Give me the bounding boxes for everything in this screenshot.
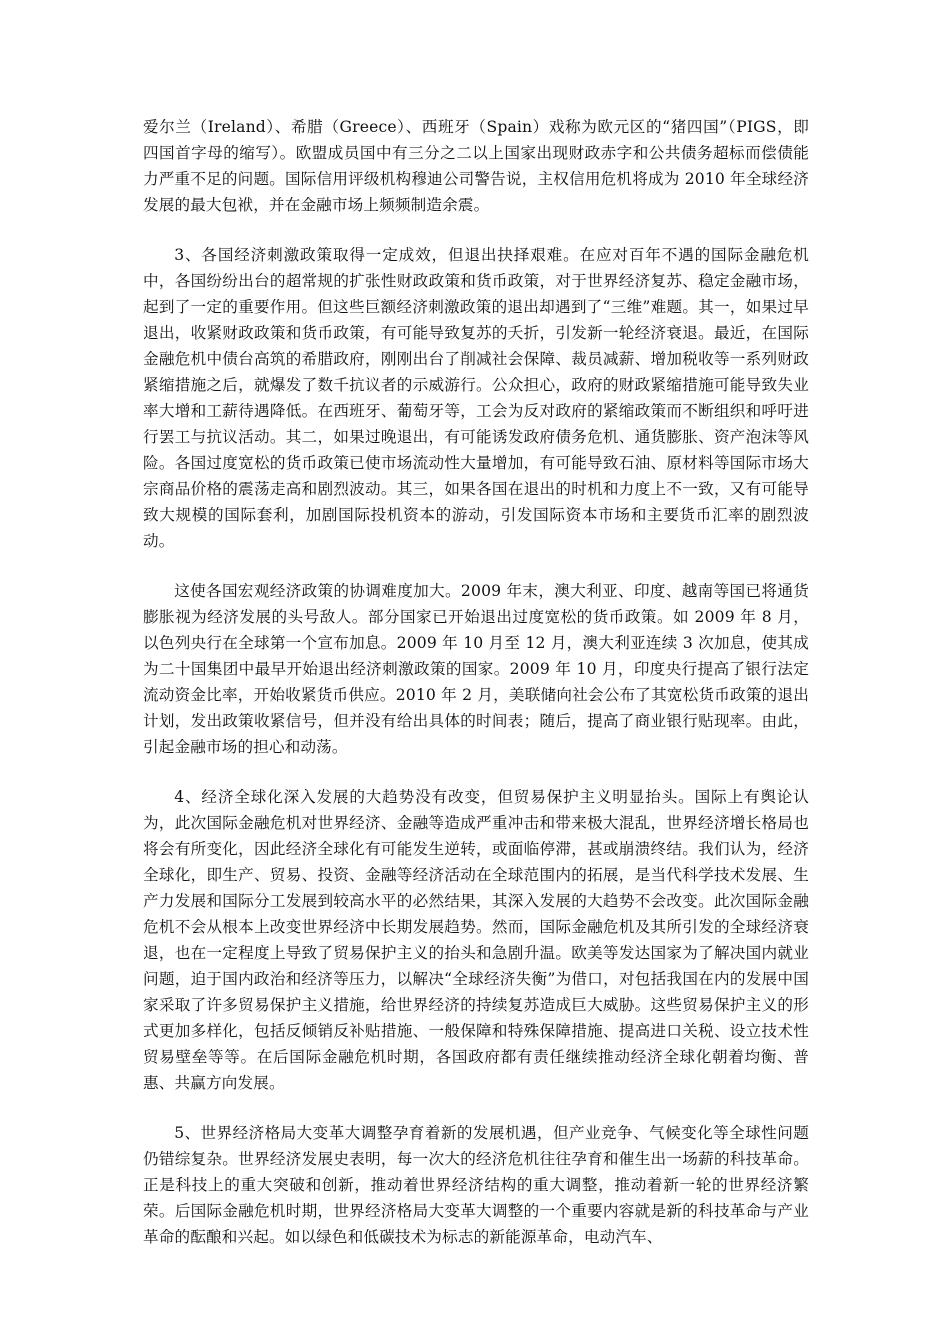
- paragraph-stimulus-exit: 3、各国经济刺激政策取得一定成效，但退出抉择艰难。在应对百年不遇的国际金融危机中，各国纷纷出台的超常规的扩张性财政政策和货币政策，对于世界经济复苏、稳定金融市场，起到了一定的重要作用。但这些巨额经济刺激政策的退出却遇到了“三维”难题。其一，如果过早退出，收紧财政政策和货币政策，有可能导致复苏的夭折，引发新一轮经济衰退。最近，在国际金融危机中债台高筑的希腊政府，刚刚出台了削减社会保障、裁员减薪、增加税收等一系列财政紧缩措施之后，就爆发了数千抗议者的示威游行。公众担心，政府的财政紧缩措施可能导致失业率大增和工薪待遇降低。在西班牙、葡萄牙等，工会为反对政府的紧缩政策而不断组织和呼吁进行罢工与抗议活动。其二，如果过晚退出，有可能诱发政府债务危机、通货膨胀、资产泡沫等风险。各国过度宽松的货币政策已使市场流动性大量增加，有可能导致石油、原材料等国际市场大宗商品价格的震荡走高和剧烈波动。其三，如果各国在退出的时机和力度上不一致，又有可能导致大规模的国际套利，加剧国际投机资本的游动，引发国际资本市场和主要货币汇率的剧烈波动。: [143, 246, 809, 550]
- document-page: [143, 114, 809, 1274]
- paragraph-economic-pattern: 5、世界经济格局大变革大调整孕育着新的发展机遇，但产业竞争、气候变化等全球性问题仍错综复杂。世界经济发展史表明，每一次大的经济危机往往孕育和催生出一场薪的科技革命。正是科技上的重大突破和创新，推动着世界经济结构的重大调整，推动着新一轮的世界经济繁荣。后国际金融危机时期，世界经济格局大变革大调整的一个重要内容就是新的科技革命与产业革命的酝酿和兴起。如以绿色和低碳技术为标志的新能源革命，电动汽车、: [143, 1124, 809, 1246]
- paragraph-pigs: 爱尔兰（Ireland）、希腊（Greece）、西班牙（Spain）戏称为欧元区的“猪四国”（PIGS，即四国首字母的缩写）。欧盟成员国中有三分之二以上国家出现财政赤字和公共债务超标而偿债能力严重不足的问题。国际信用评级机构穆迪公司警告说，主权信用危机将成为 2010 年全球经济发展的最大包袱，并在金融市场上频频制造余震。: [143, 118, 809, 214]
- paragraph-policy-coordination: 这使各国宏观经济政策的协调难度加大。2009 年末，澳大利亚、印度、越南等国已将通货膨胀视为经济发展的头号敌人。部分国家已开始退出过度宽松的货币政策。如 2009 年 8 月，以色列央行在全球第一个宣布加息。2009 年 10 月至 12 月，澳大利亚连续 3 次加息，使其成为二十国集团中最早开始退出经济刺激政策的国家。2009 年 10 月，印度央行提高了银行法定流动资金比率，开始收紧货币供应。2010 年 2 月，美联储向社会公布了其宽松货币政策的退出计划，发出政策收紧信号，但并没有给出具体的时间表；随后，提高了商业银行贴现率。由此，引起金融市场的担心和动荡。: [143, 582, 809, 756]
- paragraph-globalization: 4、经济全球化深入发展的大趋势没有改变，但贸易保护主义明显抬头。国际上有舆论认为，此次国际金融危机对世界经济、金融等造成严重冲击和带来极大混乱，世界经济增长格局也将会有所变化，因此经济全球化有可能发生逆转，或面临停滞，甚或崩溃终结。我们认为，经济全球化，即生产、贸易、投资、金融等经济活动在全球范围内的拓展，是当代科学技术发展、生产力发展和国际分工发展到较高水平的必然结果，其深入发展的大趋势不会改变。此次国际金融危机不会从根本上改变世界经济中长期发展趋势。然而，国际金融危机及其所引发的全球经济衰退，也在一定程度上导致了贸易保护主义的抬头和急剧升温。欧美等发达国家为了解决国内就业问题，迫于国内政治和经济等压力，以解决“全球经济失衡”为借口，对包括我国在内的发展中国家采取了许多贸易保护主义措施，给世界经济的持续复苏造成巨大威胁。这些贸易保护主义的形式更加多样化，包括反倾销反补贴措施、一般保障和特殊保障措施、提高进口关税、设立技术性贸易壁垒等等。在后国际金融危机时期，各国政府都有责任继续推动经济全球化朝着均衡、普惠、共赢方向发展。: [143, 788, 809, 1092]
